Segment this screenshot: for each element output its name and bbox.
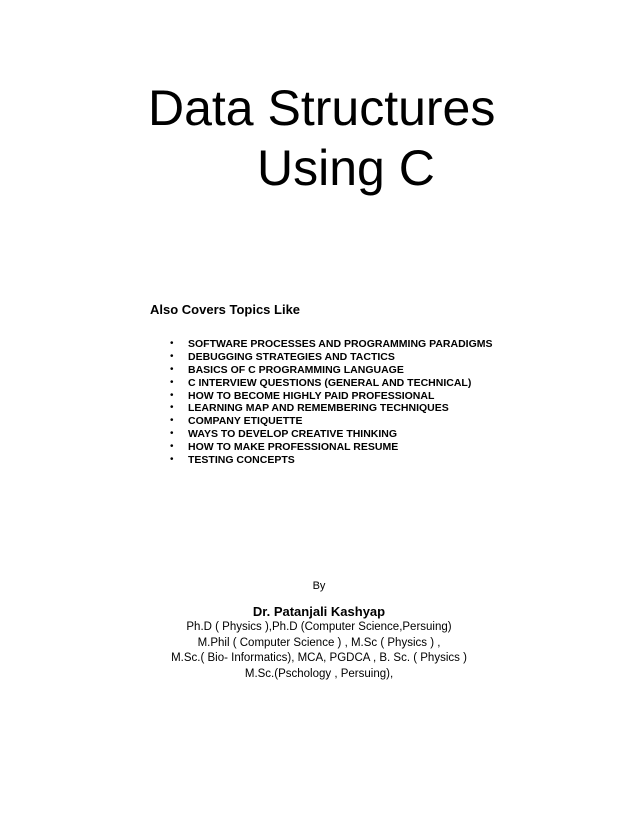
- topic-text: LEARNING MAP AND REMEMBERING TECHNIQUES: [188, 402, 449, 415]
- bullet-icon: •: [170, 338, 174, 349]
- author-credentials: [0, 620, 638, 682]
- author-name: Dr. Patanjali Kashyap: [252, 604, 386, 619]
- topic-text: BASICS OF C PROGRAMMING LANGUAGE: [188, 363, 404, 376]
- by-label: By: [312, 580, 326, 592]
- list-item: [168, 454, 493, 467]
- bullet-icon: •: [170, 376, 174, 388]
- bullet-icon: •: [170, 428, 174, 440]
- title-line-1: Data Structures: [148, 80, 496, 136]
- title-line-2: Using C: [257, 140, 435, 196]
- credential-line: Ph.D ( Physics ),Ph.D (Computer Science,Persuing): [186, 621, 452, 633]
- list-item: [168, 364, 493, 377]
- topic-text: HOW TO MAKE PROFESSIONAL RESUME: [188, 441, 399, 454]
- bullet-icon: •: [170, 415, 174, 427]
- list-item: [168, 338, 493, 351]
- bullet-icon: •: [170, 350, 174, 362]
- topic-text: DEBUGGING STRATEGIES AND TACTICS: [188, 350, 395, 363]
- list-item: [168, 402, 493, 415]
- list-item: [168, 415, 493, 428]
- bullet-icon: •: [170, 454, 174, 466]
- credential-line: M.Sc.(Pschology , Persuing),: [244, 667, 394, 680]
- list-item: [168, 351, 493, 364]
- topics-list: [168, 338, 493, 467]
- credential-line: M.Sc.( Bio- Informatics), MCA, PGDCA , B. Sc. ( Physics ): [171, 652, 467, 664]
- bullet-icon: •: [170, 363, 174, 375]
- bullet-icon: •: [170, 389, 174, 401]
- list-item: [168, 390, 493, 403]
- topic-text: C INTERVIEW QUESTIONS (GENERAL AND TECHNICAL): [188, 376, 472, 389]
- topic-text: SOFTWARE PROCESSES AND PROGRAMMING PARADIGMS: [188, 338, 493, 350]
- list-item: [168, 428, 493, 441]
- topic-text: TESTING CONCEPTS: [188, 454, 295, 467]
- list-item: [168, 441, 493, 454]
- bullet-icon: •: [170, 402, 174, 414]
- topics-subheading: Also Covers Topics Like: [150, 302, 301, 317]
- topic-text: HOW TO BECOME HIGHLY PAID PROFESSIONAL: [188, 389, 435, 402]
- list-item: [168, 377, 493, 390]
- topic-text: WAYS TO DEVELOP CREATIVE THINKING: [188, 428, 398, 441]
- topic-text: COMPANY ETIQUETTE: [188, 415, 303, 428]
- bullet-icon: •: [170, 441, 174, 453]
- credential-line: M.Phil ( Computer Science ) , M.Sc ( Physics ) ,: [197, 636, 441, 649]
